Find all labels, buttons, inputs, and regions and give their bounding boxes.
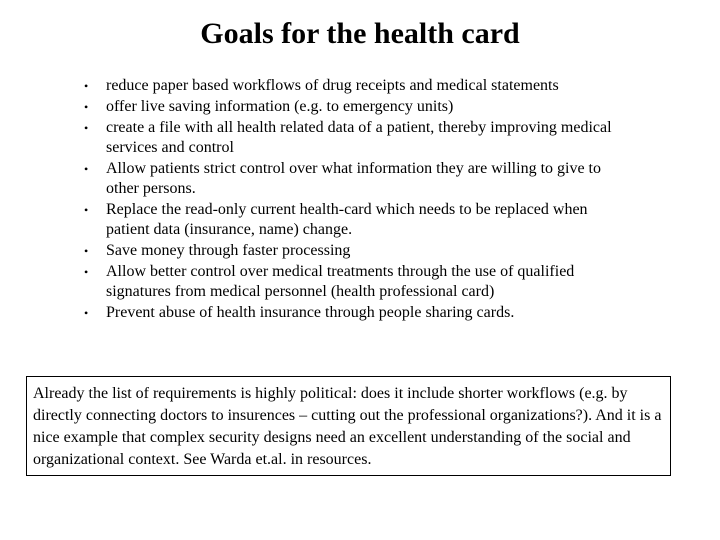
goals-bullet-list xyxy=(0,75,720,323)
bullet-icon: • xyxy=(84,265,89,279)
bullet-icon: • xyxy=(84,306,89,320)
bullet-text: Allow better control over medical treatments through the use of qualified signatures from medical personnel (health professional card) xyxy=(106,263,575,300)
bullet-item xyxy=(0,240,720,261)
bullet-text: Save money through faster processing xyxy=(106,242,351,259)
bullet-item xyxy=(0,302,720,323)
bullet-icon: • xyxy=(84,79,89,93)
bullet-icon: • xyxy=(84,244,89,258)
bullet-text: reduce paper based workflows of drug receipts and medical statements xyxy=(106,77,559,94)
commentary-box: Already the list of requirements is highly political: does it include shorter workflows (e.g. by directly connecting doctors to insurences – cutting out the professional organizations?). And it is a nice example that complex security designs need an excellent understanding of the social and organizational context. See Warda et.al. in resources. xyxy=(26,376,671,476)
bullet-item xyxy=(0,96,720,117)
bullet-item xyxy=(0,75,720,96)
slide-title: Goals for the health card xyxy=(200,17,520,50)
bullet-item xyxy=(0,261,720,302)
bullet-icon: • xyxy=(84,203,89,217)
bullet-item xyxy=(0,117,720,158)
bullet-text: create a file with all health related data of a patient, thereby improving medical services and control xyxy=(106,119,612,156)
bullet-text: offer live saving information (e.g. to emergency units) xyxy=(106,98,454,115)
bullet-text: Prevent abuse of health insurance through people sharing cards. xyxy=(106,304,515,321)
bullet-icon: • xyxy=(84,162,89,176)
bullet-text: Replace the read-only current health-card which needs to be replaced when patient data (insurance, name) change. xyxy=(106,201,588,238)
bullet-item xyxy=(0,199,720,240)
bullet-icon: • xyxy=(84,100,89,114)
bullet-item xyxy=(0,158,720,199)
bullet-text: Allow patients strict control over what information they are willing to give to other persons. xyxy=(106,160,601,197)
bullet-icon: • xyxy=(84,121,89,135)
